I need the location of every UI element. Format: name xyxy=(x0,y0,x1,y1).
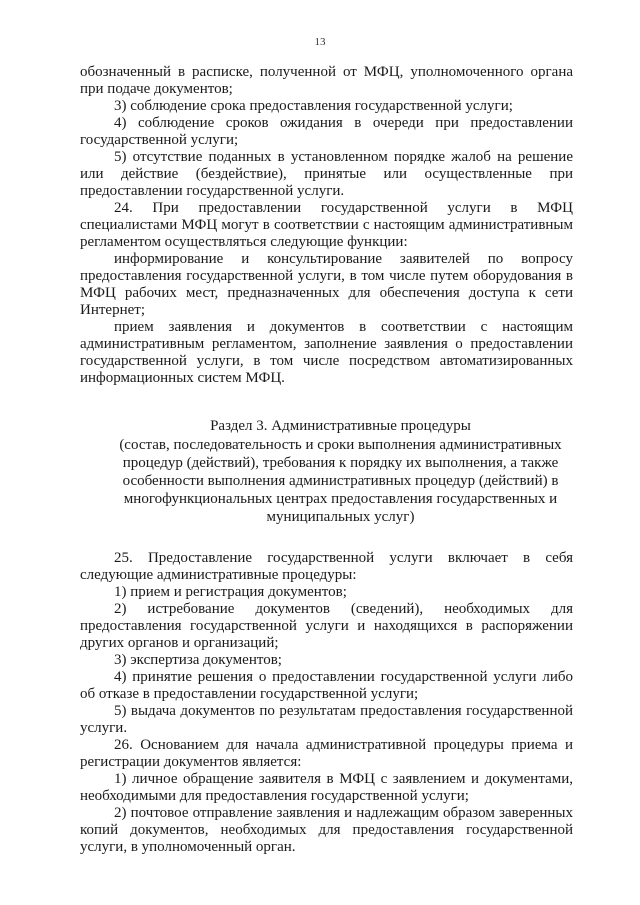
paragraph: 5) выдача документов по результатам предоставления государственной услуги. xyxy=(80,703,573,736)
page-number: 13 xyxy=(314,36,326,48)
paragraph: 3) экспертиза документов; xyxy=(114,652,282,668)
section-heading xyxy=(80,417,573,526)
paragraph: 3) соблюдение срока предоставления государственной услуги; xyxy=(114,98,513,114)
paragraph: 4) соблюдение сроков ожидания в очереди при предоставлении государственной услуги; xyxy=(80,115,573,148)
paragraph: информирование и консультирование заявителей по вопросу предоставления государственной услуги, в том числе путем оборудования в МФЦ рабочих мест, предназначенных для обеспечения доступа к сети Интернет; xyxy=(80,251,573,318)
document-body xyxy=(80,64,573,856)
paragraph: 1) прием и регистрация документов; xyxy=(114,584,347,600)
section-subtitle: (состав, последовательность и сроки выполнения административных процедур (действий), требования к порядку их выполнения, а также особенности выполнения административных процедур (действий) в многофункциональных центрах предоставления государственных и муниципальных услуг) xyxy=(119,437,562,525)
paragraphs-after-section xyxy=(80,550,573,856)
paragraph: 25. Предоставление государственной услуги включает в себя следующие административные процедуры: xyxy=(80,550,573,583)
paragraph: 1) личное обращение заявителя в МФЦ с заявлением и документами, необходимыми для предоставления государственной услуги; xyxy=(80,771,573,804)
paragraph: обозначенный в расписке, полученной от МФЦ, уполномоченного органа при подаче документов; xyxy=(80,64,573,97)
paragraph: прием заявления и документов в соответствии с настоящим административным регламентом, заполнение заявления о предоставлении государственной услуги, в том числе посредством автоматизированных информационных систем МФЦ. xyxy=(80,319,573,386)
paragraphs-before-section xyxy=(80,64,573,387)
section-title: Раздел 3. Административные процедуры xyxy=(210,418,471,434)
paragraph: 2) почтовое отправление заявления и надлежащим образом заверенных копий документов, необходимых для предоставления государственной услуги, в уполномоченный орган. xyxy=(80,805,573,855)
paragraph: 5) отсутствие поданных в установленном порядке жалоб на решение или действие (бездействие), принятые или осуществленные при предоставлении государственной услуги. xyxy=(80,149,573,199)
paragraph: 4) принятие решения о предоставлении государственной услуги либо об отказе в предоставлении государственной услуги; xyxy=(80,669,573,702)
paragraph: 2) истребование документов (сведений), необходимых для предоставления государственной услуги и находящихся в распоряжении других органов и организаций; xyxy=(80,601,573,651)
paragraph: 26. Основанием для начала административной процедуры приема и регистрации документов является: xyxy=(80,737,573,770)
paragraph: 24. При предоставлении государственной услуги в МФЦ специалистами МФЦ могут в соответствии с настоящим административным регламентом осуществляться следующие функции: xyxy=(80,200,573,250)
